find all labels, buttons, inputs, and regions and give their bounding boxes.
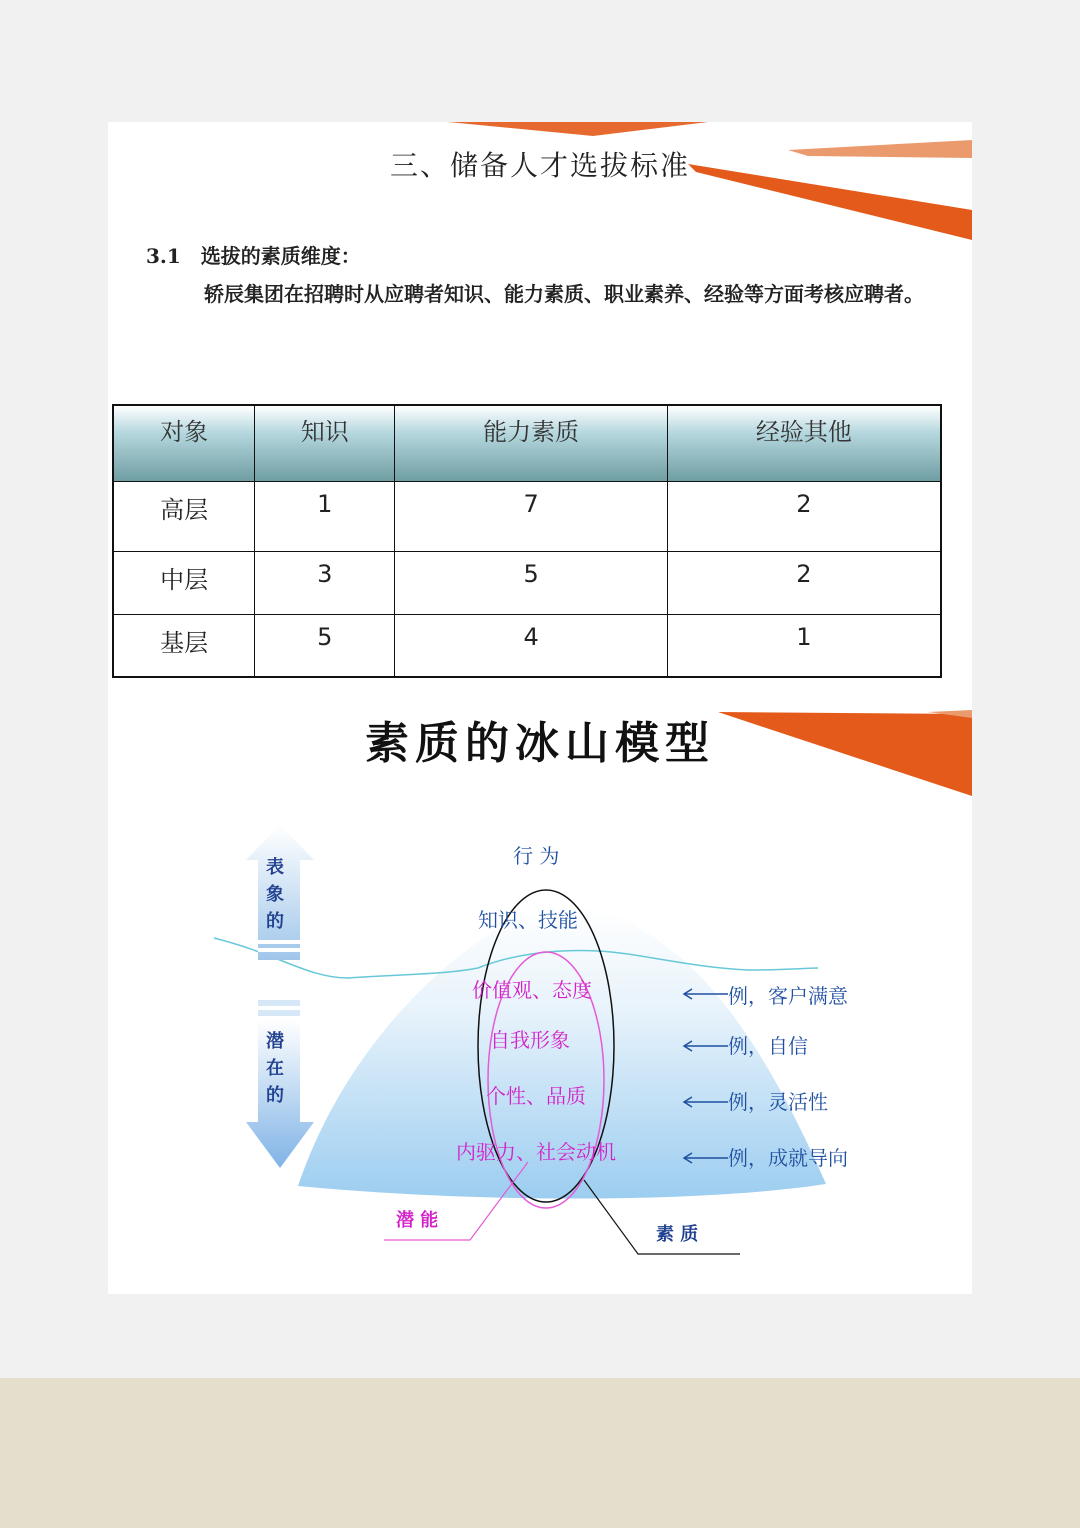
table-header-cell: 知识 [255,405,395,482]
intro-paragraph: 轿辰集团在招聘时从应聘者知识、能力素质、职业素养、经验等方面考核应聘者。 [204,282,924,306]
hidden-label: 潜在的 [266,1031,284,1106]
knowledge-skill-label: 知识、技能 [478,908,578,932]
table-cell: 5 [395,552,667,615]
layer-label: 内驱力、社会动机 [456,1140,616,1164]
section-title: 三、储备人才选拔标准 [389,149,690,182]
table-header-cell: 能力素质 [395,405,667,482]
table-cell: 7 [395,482,667,552]
example-label: 例，灵活性 [728,1090,828,1114]
table-cell: 4 [395,615,667,678]
table-header-cell: 经验其他 [667,405,941,482]
example-label: 例，成就导向 [728,1146,848,1170]
potential-label: 潜 能 [396,1210,439,1231]
quality-label: 素 质 [656,1224,699,1245]
table-cell: 基层 [113,615,255,678]
table-cell: 5 [255,615,395,678]
background-band [0,1378,1080,1528]
table-cell: 高层 [113,482,255,552]
layer-label: 价值观、态度 [472,978,592,1002]
layer-label: 自我形象 [490,1028,570,1052]
table-cell: 中层 [113,552,255,615]
table-cell: 2 [667,552,941,615]
layer-label: 个性、品质 [486,1084,586,1108]
example-label: 例，客户满意 [728,984,848,1008]
behavior-label: 行 为 [513,844,560,868]
iceberg-title: 素质的冰山模型 [365,718,715,769]
visible-label: 表象的 [266,857,284,932]
iceberg-diagram [108,122,972,1294]
table-cell: 3 [255,552,395,615]
document-page [108,122,972,1294]
subheading: 3.1 选拔的素质维度： [146,244,361,268]
table-cell: 2 [667,482,941,552]
table-header-cell: 对象 [113,405,255,482]
table-cell: 1 [255,482,395,552]
example-label: 例，自信 [728,1034,808,1058]
table-cell: 1 [667,615,941,678]
